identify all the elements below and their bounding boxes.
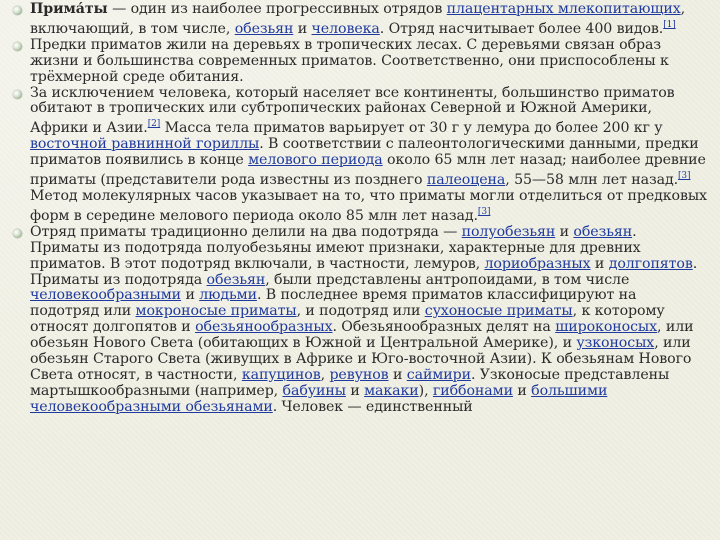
text-run: Предки приматов жили на деревьях в тропических лесах. С деревьями связан образ жизни и большинства современных приматов. Соответственно, они приспособлены к трёхмерной среде обитания. <box>30 36 669 85</box>
text-run: около 65 млн лет назад; наиболее древние приматы (представители рода известны из позднего <box>30 152 706 189</box>
wiki-link[interactable]: мокроносые приматы <box>135 303 297 320</box>
wiki-link[interactable]: капуцинов <box>241 366 321 383</box>
text-run: Метод молекулярных часов указывает на то, что приматы могли отделиться от предковых форм в середине мелового периода около 85 млн лет назад. <box>30 187 707 224</box>
text-run: и <box>590 255 609 272</box>
wiki-link[interactable]: плацентарных млекопитающих <box>446 1 681 17</box>
wiki-link[interactable]: людьми <box>199 287 257 304</box>
bullet-dot-icon <box>13 90 22 99</box>
text-run: и <box>181 287 200 304</box>
wiki-link[interactable]: макаки <box>364 382 419 399</box>
bullet-dot-icon <box>13 229 22 238</box>
wiki-link[interactable]: полуобезьян <box>461 223 556 240</box>
text-run: , к которому относят долгопятов и <box>30 303 665 336</box>
text-run: и <box>555 223 574 240</box>
text-run: . Узконосые представлены мартышкообразными (например, <box>30 366 670 399</box>
text-run: , <box>320 366 330 383</box>
text-run: . Обезьянообразных делят на <box>332 319 556 336</box>
text-run: . В соответствии с палеонтологическими данными, предки приматов появились в конце <box>30 136 699 169</box>
bullet-list <box>10 2 708 416</box>
text-run: , или обезьян Нового Света (обитающих в Южной и Центральной Америке), и <box>30 319 694 352</box>
wiki-link[interactable]: обезьян <box>573 223 633 240</box>
text-run: Отряд приматы традиционно делили на два подотряда — <box>30 223 462 240</box>
text-run: , включающий, в том числе, <box>30 1 686 37</box>
bullet-item <box>10 86 708 225</box>
bullet-item <box>10 38 708 86</box>
wiki-link[interactable]: восточной равнинной гориллы <box>30 136 260 153</box>
wiki-link[interactable]: долгопятов <box>608 255 693 272</box>
wiki-link[interactable]: лориобразных <box>484 255 591 272</box>
text-run: Масса тела приматов варьирует от 30 г у лемура до более 200 кг у <box>160 120 663 137</box>
text-run: . Приматы из подотряда <box>30 255 698 288</box>
bullet-dot-icon <box>13 6 22 15</box>
text-run: — один из наиболее прогрессивных отрядов <box>107 1 447 17</box>
text-run: и <box>293 20 312 37</box>
wiki-link[interactable]: человека <box>311 20 380 37</box>
bullet-item <box>10 225 708 416</box>
text-run: и <box>512 382 532 399</box>
bullet-dot-icon <box>13 42 22 51</box>
term-title: Прима́ты <box>30 1 108 17</box>
text-run: , и подотряд или <box>296 303 425 320</box>
wiki-link[interactable]: широконосых <box>555 319 658 336</box>
wiki-link[interactable]: саймири <box>406 366 471 383</box>
wiki-link[interactable]: гиббонами <box>432 382 513 399</box>
text-run: , 55—58 млн лет назад. <box>505 172 679 189</box>
wiki-link[interactable]: палеоцена <box>426 172 506 189</box>
text-run: . Человек — единственный <box>272 398 473 415</box>
text-run: . Отряд насчитывает более 400 видов. <box>379 20 664 37</box>
text-run: и <box>345 382 365 399</box>
citation-ref[interactable]: [2] <box>147 119 161 130</box>
wiki-link[interactable]: бабуины <box>282 382 346 399</box>
text-run: ), <box>418 382 433 399</box>
wiki-link[interactable]: сухоносые приматы <box>424 303 573 320</box>
text-run: и <box>388 366 407 383</box>
wiki-link[interactable]: мелового периода <box>248 152 383 169</box>
text-run: За исключением человека, который населяет все континенты, большинство приматов обитают в тропических или субтропических районах Северной и Южной Америки, Африки и Азии. <box>30 84 675 137</box>
text-run: , или обезьян Старого Света (живущих в Африке и Юго-восточной Азии). К обезьянам Нового Света относят, в частности, <box>30 335 692 383</box>
text-run: . В последнее время приматов классифицируют на подотряд или <box>30 287 637 320</box>
wiki-link[interactable]: обезьян <box>206 271 266 288</box>
wiki-link[interactable]: обезьян <box>234 20 294 37</box>
text-run: . Приматы из подотряда полуобезьяны имеют признаки, характерные для древних приматов. В этот подотряд включали, в частности, лемуров, <box>30 223 641 272</box>
citation-ref[interactable]: [3] <box>678 171 691 182</box>
wiki-link[interactable]: обезьянообразных <box>195 319 333 336</box>
citation-ref[interactable]: [3] <box>477 206 491 217</box>
wiki-link[interactable]: большими человекообразными обезьянами <box>30 382 608 415</box>
bullet-item <box>10 2 708 38</box>
citation-ref[interactable]: [1] <box>663 19 676 30</box>
wiki-link[interactable]: узконосых <box>576 335 655 352</box>
wiki-link[interactable]: ревунов <box>329 366 389 383</box>
wiki-link[interactable]: человекообразными <box>30 287 182 304</box>
text-run: , были представлены антропоидами, в том числе <box>265 271 630 288</box>
